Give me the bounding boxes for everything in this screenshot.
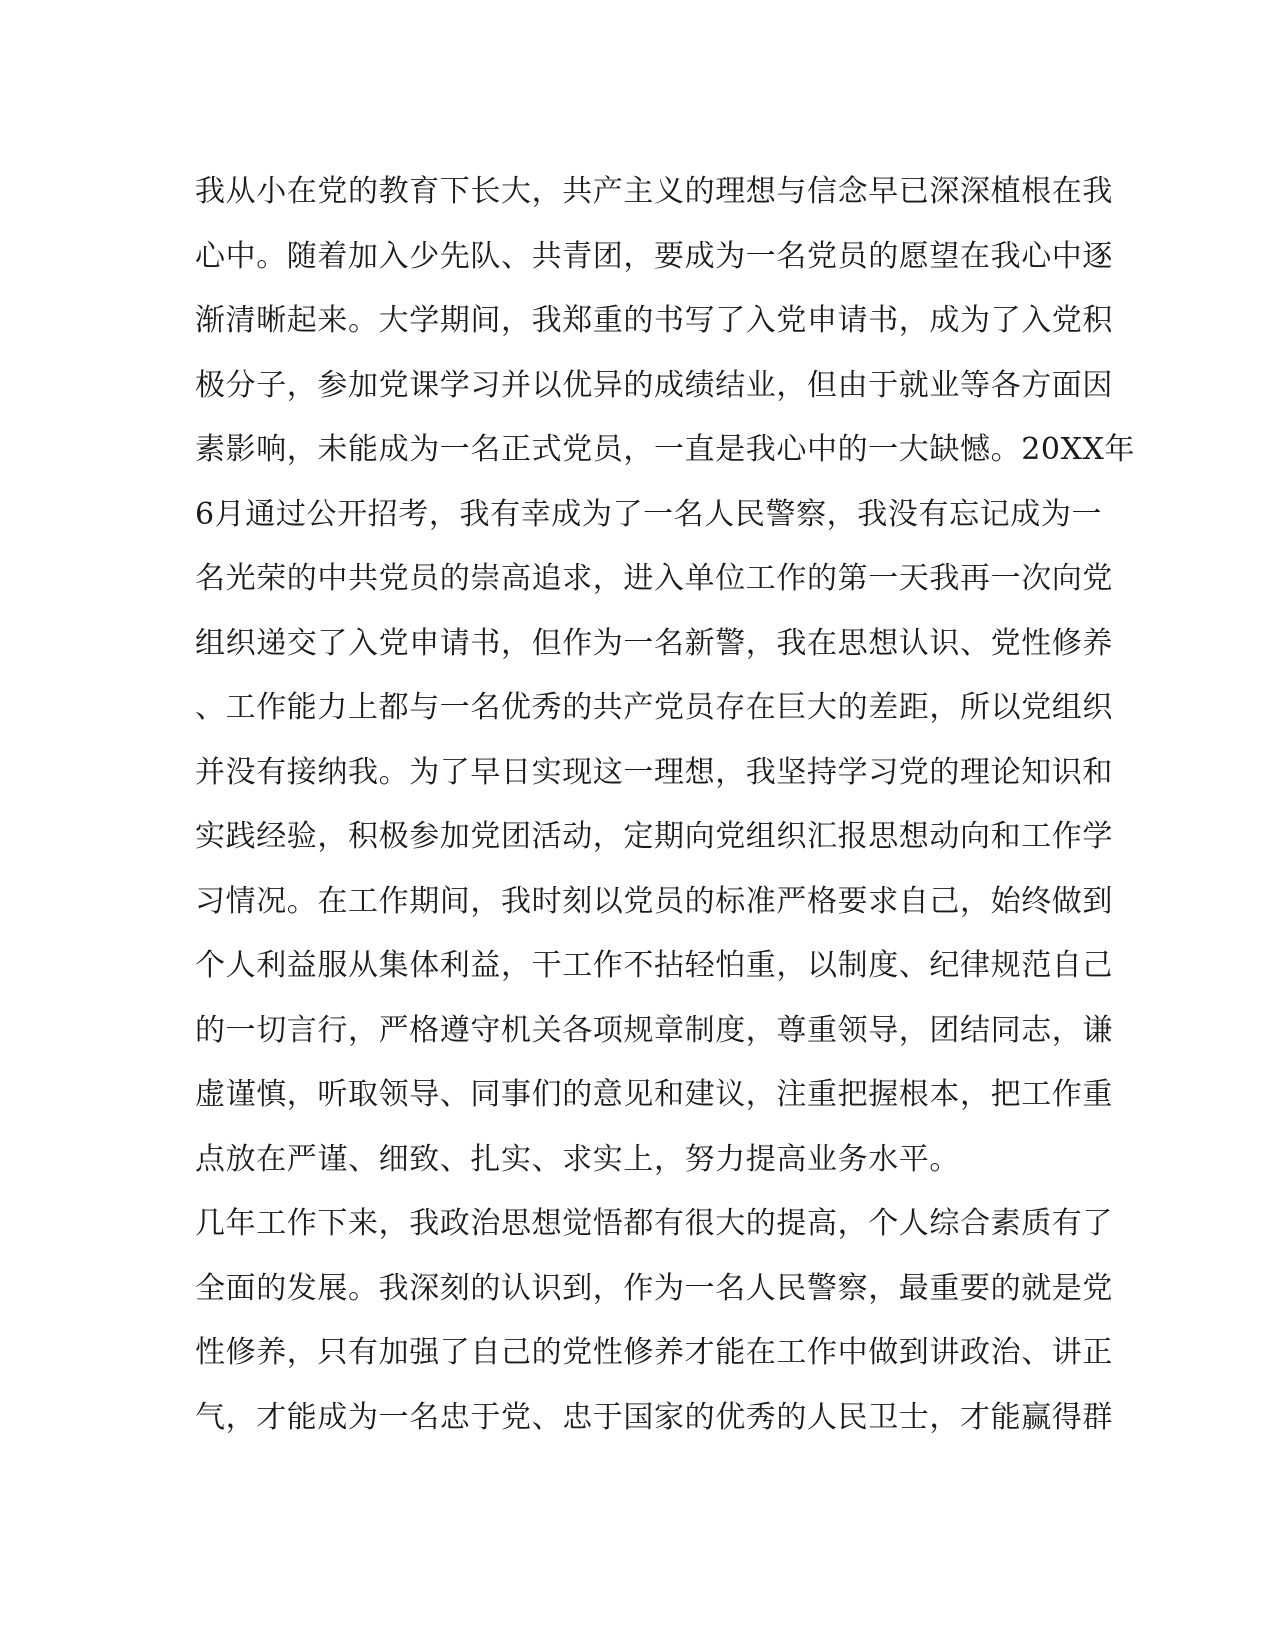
text-line: 的一切言行，严格遵守机关各项规章制度，尊重领导，团结同志，谦	[195, 1012, 1113, 1048]
text-line: 个人利益服从集体利益，干工作不拈轻怕重，以制度、纪律规范自己	[195, 948, 1113, 983]
text-line: 极分子，参加党课学习并以优异的成绩结业，但由于就业等各方面因	[195, 367, 1113, 403]
text-line: 名光荣的中共党员的崇高追求，进入单位工作的第一天我再一次向党	[195, 561, 1113, 596]
text-line: 虚谨慎，听取领导、同事们的意见和建议，注重把握根本，把工作重	[195, 1077, 1113, 1112]
text-line: 素影响，未能成为一名正式党员，一直是我心中的一大缺憾。20XX年	[195, 432, 1136, 467]
text-line: 几年工作下来，我政治思想觉悟都有很大的提高，个人综合素质有了	[195, 1206, 1113, 1241]
text-line: 气，才能成为一名忠于党、忠于国家的优秀的人民卫士，才能赢得群	[195, 1399, 1113, 1435]
text-line: 心中。随着加入少先队、共青团，要成为一名党员的愿望在我心中逐	[195, 238, 1113, 274]
text-line: 性修养，只有加强了自己的党性修养才能在工作中做到讲政治、讲正	[195, 1335, 1113, 1370]
text-line: 、工作能力上都与一名优秀的共产党员存在巨大的差距，所以党组织	[195, 690, 1113, 725]
body-text	[195, 160, 1136, 1450]
text-line: 我从小在党的教育下长大，共产主义的理想与信念早已深深植根在我	[195, 174, 1113, 209]
text-line: 并没有接纳我。为了早日实现这一理想，我坚持学习党的理论知识和	[195, 754, 1113, 790]
text-line: 习情况。在工作期间，我时刻以党员的标准严格要求自己，始终做到	[195, 883, 1113, 919]
text-line: 6月通过公开招考，我有幸成为了一名人民警察，我没有忘记成为一	[195, 496, 1103, 532]
text-line: 全面的发展。我深刻的认识到，作为一名人民警察，最重要的就是党	[195, 1270, 1113, 1306]
text-line: 组织递交了入党申请书，但作为一名新警，我在思想认识、党性修养	[195, 625, 1113, 661]
text-line: 渐清晰起来。大学期间，我郑重的书写了入党申请书，成为了入党积	[195, 303, 1113, 338]
text-line: 点放在严谨、细致、扎实、求实上，努力提高业务水平。	[195, 1141, 960, 1177]
text-line: 实践经验，积极参加党团活动，定期向党组织汇报思想动向和工作学	[195, 819, 1113, 854]
